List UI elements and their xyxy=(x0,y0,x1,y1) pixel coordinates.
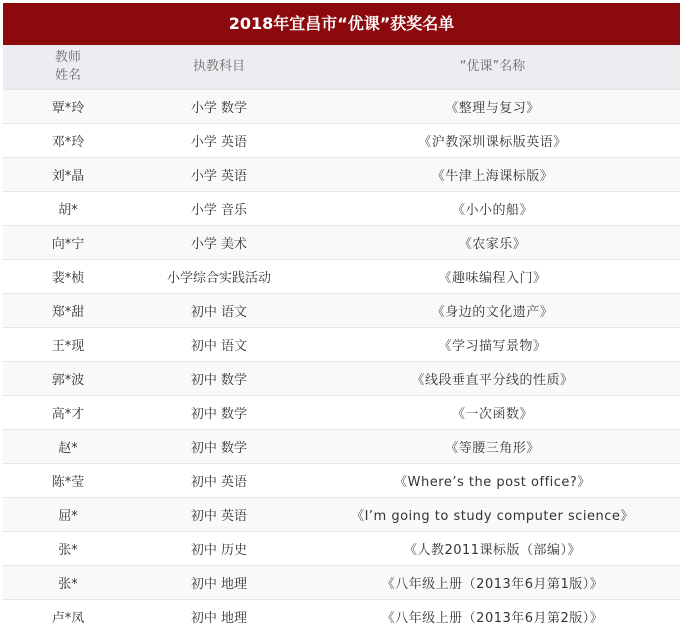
course-name-cell: 《八年级上册（2013年6月第2版）》 xyxy=(305,600,680,633)
table-row xyxy=(3,464,680,498)
table-row xyxy=(3,396,680,430)
table-row xyxy=(3,90,680,124)
teacher-name-cell: 赵* xyxy=(3,430,133,464)
teacher-name-cell: 郭*波 xyxy=(3,362,133,396)
course-name-cell: 《学习描写景物》 xyxy=(305,328,680,362)
subject-cell: 初中 数学 xyxy=(133,430,305,464)
subject-cell: 初中 数学 xyxy=(133,396,305,430)
subject-cell: 初中 英语 xyxy=(133,498,305,532)
teacher-name-cell: 胡* xyxy=(3,192,133,226)
course-name-cell: 《八年级上册（2013年6月第1版）》 xyxy=(305,566,680,600)
teacher-name-cell: 陈*莹 xyxy=(3,464,133,498)
teacher-name-cell: 王*现 xyxy=(3,328,133,362)
header-teacher-line1: 教师 xyxy=(3,49,133,67)
course-name-cell: 《农家乐》 xyxy=(305,226,680,260)
teacher-name-cell: 覃*玲 xyxy=(3,90,133,124)
subject-cell: 小学 美术 xyxy=(133,226,305,260)
course-name-cell: 《I’m going to study computer science》 xyxy=(305,498,680,532)
course-name-cell: 《小小的船》 xyxy=(305,192,680,226)
table-body xyxy=(3,90,680,633)
subject-cell: 初中 地理 xyxy=(133,566,305,600)
subject-cell: 小学 数学 xyxy=(133,90,305,124)
subject-cell: 初中 数学 xyxy=(133,362,305,396)
course-name-cell: 《身边的文化遗产》 xyxy=(305,294,680,328)
teacher-name-cell: 张* xyxy=(3,566,133,600)
table-row xyxy=(3,226,680,260)
page-title: 2018年宜昌市“优课”获奖名单 xyxy=(3,3,680,45)
teacher-name-cell: 屈* xyxy=(3,498,133,532)
subject-cell: 初中 语文 xyxy=(133,328,305,362)
table-row xyxy=(3,498,680,532)
table-row xyxy=(3,158,680,192)
course-name-cell: 《沪教深圳课标版英语》 xyxy=(305,124,680,158)
table-row xyxy=(3,192,680,226)
table-row xyxy=(3,532,680,566)
table-row xyxy=(3,430,680,464)
subject-cell: 小学综合实践活动 xyxy=(133,260,305,294)
course-name-cell: 《等腰三角形》 xyxy=(305,430,680,464)
course-name-cell: 《Where’s the post office?》 xyxy=(305,464,680,498)
course-name-cell: 《趣味编程入门》 xyxy=(305,260,680,294)
header-teacher-line2: 姓名 xyxy=(3,67,133,85)
teacher-name-cell: 裴*桢 xyxy=(3,260,133,294)
header-course-name: “优课”名称 xyxy=(305,45,680,90)
teacher-name-cell: 张* xyxy=(3,532,133,566)
course-name-cell: 《牛津上海课标版》 xyxy=(305,158,680,192)
subject-cell: 初中 地理 xyxy=(133,600,305,633)
teacher-name-cell: 郑*甜 xyxy=(3,294,133,328)
table-row xyxy=(3,362,680,396)
subject-cell: 小学 英语 xyxy=(133,158,305,192)
header-subject: 执教科目 xyxy=(133,45,305,90)
subject-cell: 初中 历史 xyxy=(133,532,305,566)
subject-cell: 小学 英语 xyxy=(133,124,305,158)
course-name-cell: 《一次函数》 xyxy=(305,396,680,430)
table-header xyxy=(3,45,680,90)
table-row xyxy=(3,124,680,158)
course-name-cell: 《线段垂直平分线的性质》 xyxy=(305,362,680,396)
course-name-cell: 《人教2011课标版（部编）》 xyxy=(305,532,680,566)
teacher-name-cell: 卢*凤 xyxy=(3,600,133,633)
award-list xyxy=(3,3,680,633)
teacher-name-cell: 高*才 xyxy=(3,396,133,430)
table-row xyxy=(3,260,680,294)
header-row xyxy=(3,45,680,90)
teacher-name-cell: 刘*晶 xyxy=(3,158,133,192)
subject-cell: 初中 语文 xyxy=(133,294,305,328)
table-row xyxy=(3,566,680,600)
table-row xyxy=(3,328,680,362)
table-row xyxy=(3,294,680,328)
header-teacher-name xyxy=(3,45,133,90)
course-name-cell: 《整理与复习》 xyxy=(305,90,680,124)
teacher-name-cell: 向*宁 xyxy=(3,226,133,260)
table-row xyxy=(3,600,680,633)
subject-cell: 初中 英语 xyxy=(133,464,305,498)
award-table xyxy=(3,45,680,633)
subject-cell: 小学 音乐 xyxy=(133,192,305,226)
teacher-name-cell: 邓*玲 xyxy=(3,124,133,158)
